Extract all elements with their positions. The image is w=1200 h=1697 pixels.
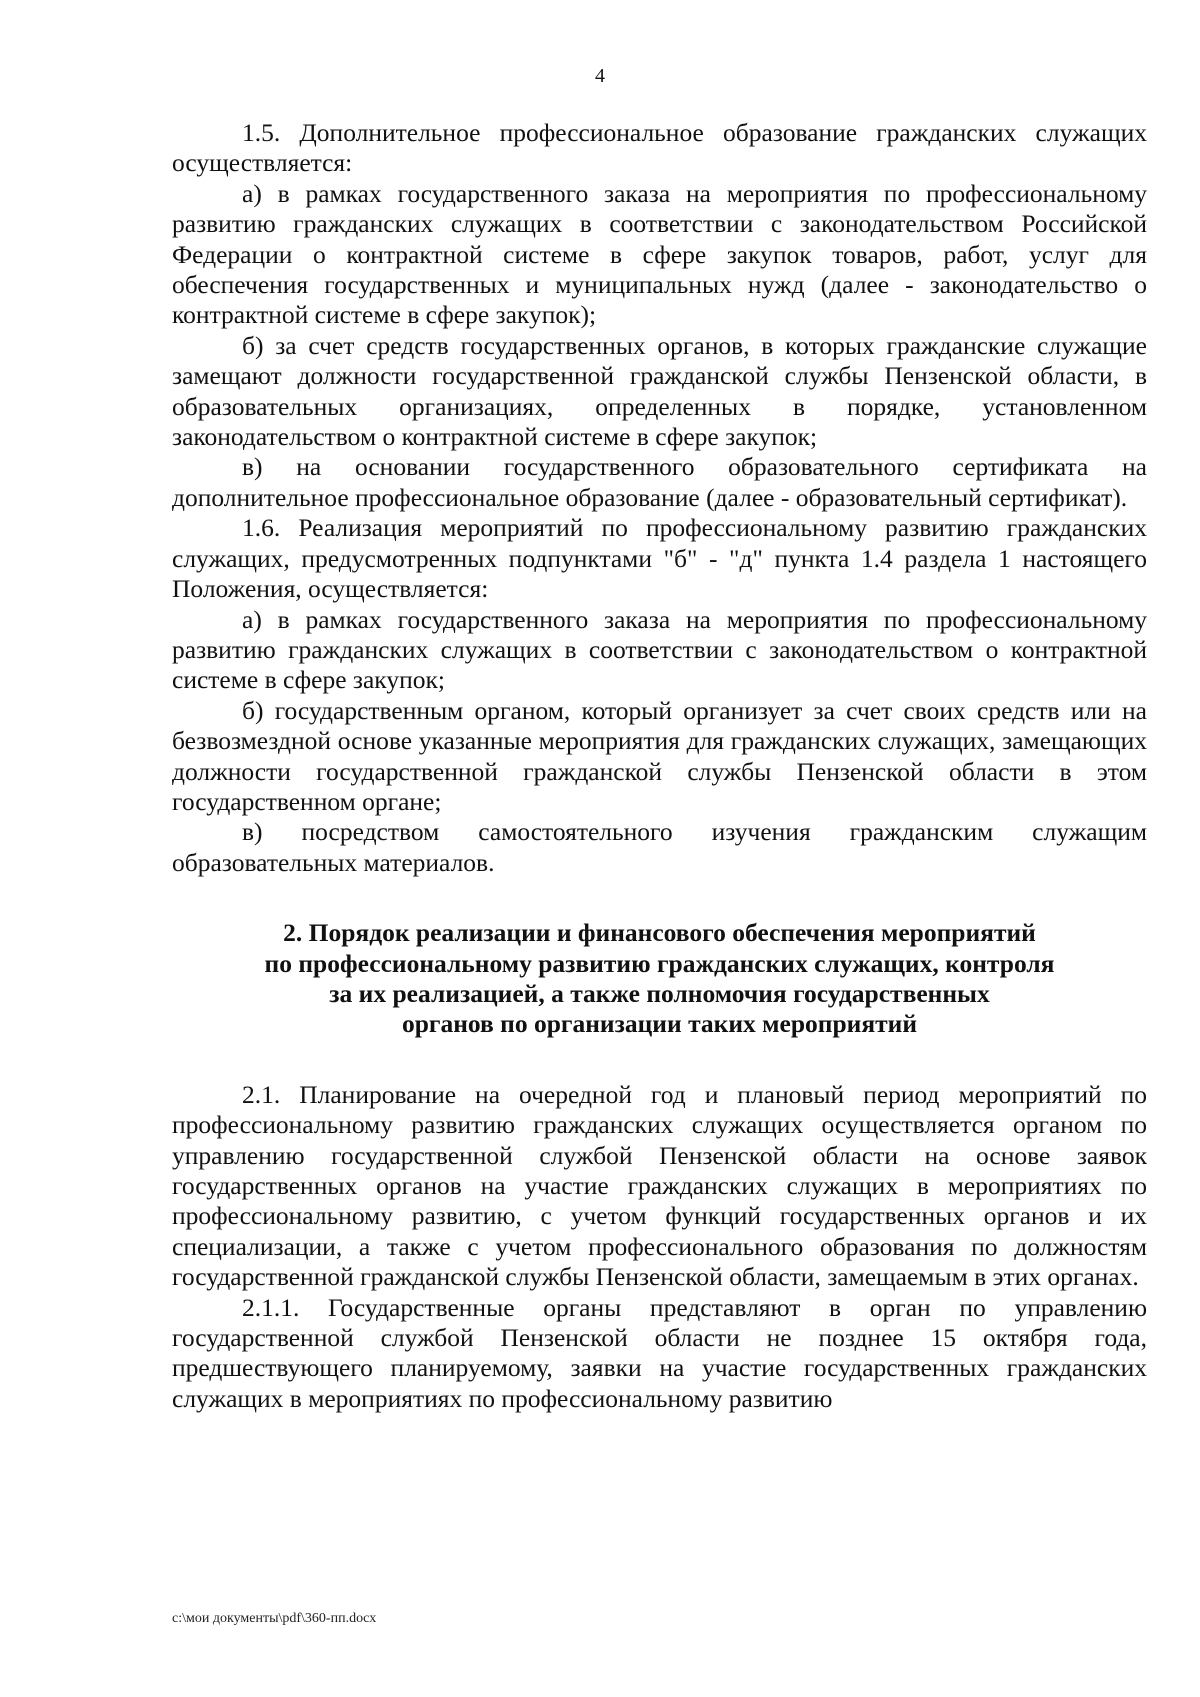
section-2-heading-line: органов по организации таких мероприятий bbox=[401, 1009, 918, 1039]
paragraph-2-1-1: 2.1.1. Государственные органы представляют в орган по управлению государственной службой Пензенской области не позднее 15 октября года, предшествующего планируемому, заявки на участие государственных гражданских служащих в мероприятиях по профессиональному развитию bbox=[172, 1292, 1147, 1413]
section-2-heading-line: за их реализацией, а также полномочия государственных bbox=[329, 978, 990, 1008]
paragraph-1-5: 1.5. Дополнительное профессиональное образование гражданских служащих осуществляется: bbox=[172, 118, 1147, 178]
paragraph-1-5-v: в) на основании государственного образовательного сертификата на дополнительное профессиональное образование (далее - образовательный сертификат). bbox=[172, 452, 1147, 512]
paragraph-1-5-b: б) за счет средств государственных органов, в которых гражданские служащие замещают должности государственной гражданской службы Пензенской области, в образовательных организациях, определенных в порядке, установленном законодательством о контрактной системе в сфере закупок; bbox=[172, 330, 1147, 452]
paragraph-1-5-a: а) в рамках государственного заказа на мероприятия по профессиональному развитию гражданских служащих в соответствии с законодательством Российской Федерации о контрактной системе в сфере закупок товаров, работ, услуг для обеспечения государственных и муниципальных нужд (далее - законодательство о контрактной системе в сфере закупок); bbox=[172, 178, 1147, 330]
document-body bbox=[172, 118, 1147, 1414]
paragraph-1-6: 1.6. Реализация мероприятий по профессиональному развитию гражданских служащих, предусмотренных подпунктами "б" - "д" пункта 1.4 раздела 1 настоящего Положения, осуществляется: bbox=[172, 513, 1147, 604]
paragraph-1-6-a: а) в рамках государственного заказа на мероприятия по профессиональному развитию гражданских служащих в соответствии с законодательством о контрактной системе в сфере закупок; bbox=[172, 604, 1147, 695]
paragraph-1-6-v: в) посредством самостоятельного изучения гражданским служащим образовательных материалов. bbox=[172, 817, 1147, 877]
section-2-heading-line: 2. Порядок реализации и финансового обеспечения мероприятий bbox=[283, 918, 1036, 948]
page-number: 4 bbox=[595, 65, 605, 87]
section-2-heading-line: по профессиональному развитию гражданских служащих, контроля bbox=[264, 948, 1055, 978]
paragraph-2-1: 2.1. Планирование на очередной год и плановый период мероприятий по профессиональному развитию гражданских служащих осуществляется органом по управлению государственной службой Пензенской области на основе заявок государственных органов на участие гражданских служащих в мероприятиях по профессиональному развитию, с учетом функций государственных органов и их специализации, а также с учетом профессионального образования по должностям государственной гражданской службы Пензенской области, замещаемым в этих органах. bbox=[172, 1079, 1147, 1292]
paragraph-1-6-b: б) государственным органом, который организует за счет своих средств или на безвозмездной основе указанные мероприятия для гражданских служащих, замещающих должности государственной гражданской службы Пензенской области в этом государственном органе; bbox=[172, 695, 1147, 816]
footer-file-path: c:\мои документы\pdf\360-пп.docx bbox=[172, 1611, 377, 1626]
section-2-heading bbox=[172, 918, 1147, 1040]
